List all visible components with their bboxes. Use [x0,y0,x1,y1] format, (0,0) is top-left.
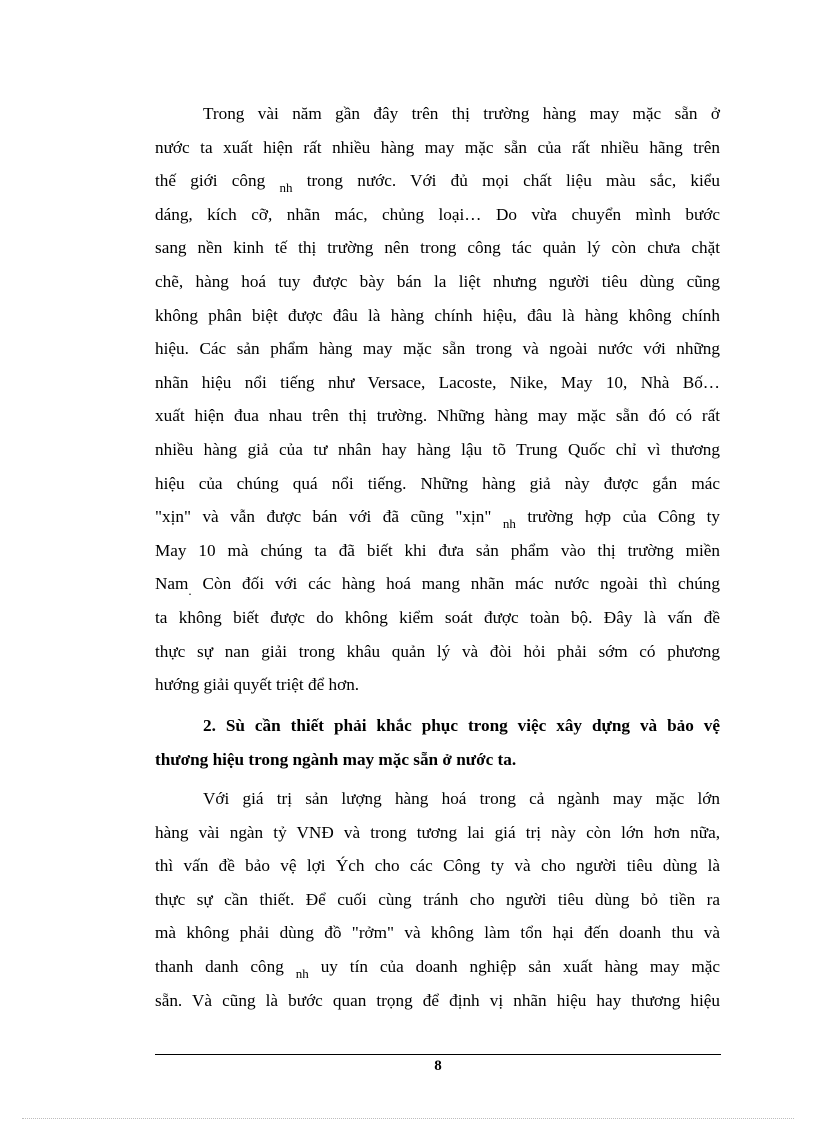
text-line: dáng, kích cỡ, nhãn mác, chủng loại… Do vừa chuyển mình bước [155,204,720,224]
text-line: hiệu. Các sản phẩm hàng may mặc sẵn trong và ngoài nước với những [155,339,720,359]
text-line: hiệu của chúng quá nổi tiếng. Những hàng giả này được gắn mác [155,473,720,493]
text-line: nước ta xuất hiện rất nhiều hàng may mặc sẵn của rất nhiều hãng trên [155,137,720,157]
subscript-text: nh [295,965,309,981]
text-line [155,950,720,984]
text-segment: thế giới công [155,171,266,191]
text-line: không phân biệt được đâu là hàng chính hiệu, đâu là hàng không chính [155,305,720,325]
text-segment: Còn đối với các hàng hoá mang nhãn mác nước ngoài thì chúng [202,574,720,594]
text-line: Trong vài năm gần đây trên thị trường hàng may mặc sẵn ở [203,104,720,123]
section-heading [155,709,720,776]
text-line: May 10 mà chúng ta đã biết khi đưa sản phẩm vào thị trường miền [155,540,720,560]
subscript-text: nh [502,516,516,532]
page-edge-dotted-line [22,1118,794,1119]
text-line: sẵn. Và cũng là bước quan trọng để định vị nhãn hiệu hay thương hiệu [155,990,720,1010]
text-line: nhiều hàng giả của tư nhân hay hàng lậu tõ Trung Quốc chỉ vì thương [155,439,720,459]
heading-line: thương hiệu trong ngành may mặc sẵn ở nước ta. [155,749,517,769]
text-line: chẽ, hàng hoá tuy được bày bán la liệt nhưng người tiêu dùng cũng [155,271,720,291]
text-line: hàng vài ngàn tỷ VNĐ và trong tương lai giá trị này còn lớn hơn nữa, [155,822,720,842]
text-line: thực sự cần thiết. Để cuối cùng tránh cho người tiêu dùng bỏ tiền ra [155,889,720,909]
text-segment: trong nước. Với đủ mọi chất liệu màu sắc, kiểu [306,171,721,191]
text-segment: thanh danh công [155,956,284,976]
subscript-text: nh [279,180,293,196]
text-line: Với giá trị sản lượng hàng hoá trong cả ngành may mặc lớn [203,789,720,808]
paragraph-2 [155,782,720,1017]
heading-line: 2. Sù cần thiết phải khắc phục trong việc xây dựng và bảo vệ [203,716,720,735]
text-line: thì vấn đề bảo vệ lợi Ých cho các Công ty và cho người tiêu dùng là [155,856,720,876]
text-line: ta không biết được do không kiểm soát được toàn bộ. Đây là vấn đề [155,607,720,627]
text-segment: Nam [155,574,189,594]
text-line [155,500,720,534]
text-line [155,567,720,601]
text-line: thực sự nan giải trong khâu quản lý và đòi hỏi phải sớm có phương [155,641,720,661]
text-line: hướng giải quyết triệt để hơn. [155,675,360,695]
text-segment: "xịn" và vẫn được bán với đã cũng "xịn" [155,507,492,527]
text-line: xuất hiện đua nhau trên thị trường. Những hàng may mặc sẵn đó có rất [155,406,720,426]
text-segment: trường hợp của Công ty [527,507,721,527]
text-line [155,164,720,198]
text-segment: uy tín của doanh nghiệp sản xuất hàng may mặc [320,956,721,976]
text-line: sang nền kinh tế thị trường nên trong công tác quản lý còn chưa chặt [155,238,720,258]
paragraph-1 [155,97,720,702]
text-line: mà không phải dùng đồ "rởm" và không làm tổn hại đến doanh thu và [155,923,720,943]
subscript-text: . [188,583,192,599]
text-line: nhãn hiệu nổi tiếng như Versace, Lacoste, Nike, May 10, Nhà Bố… [155,372,720,392]
page-number: 8 [434,1058,442,1074]
footer-divider [155,1054,721,1055]
